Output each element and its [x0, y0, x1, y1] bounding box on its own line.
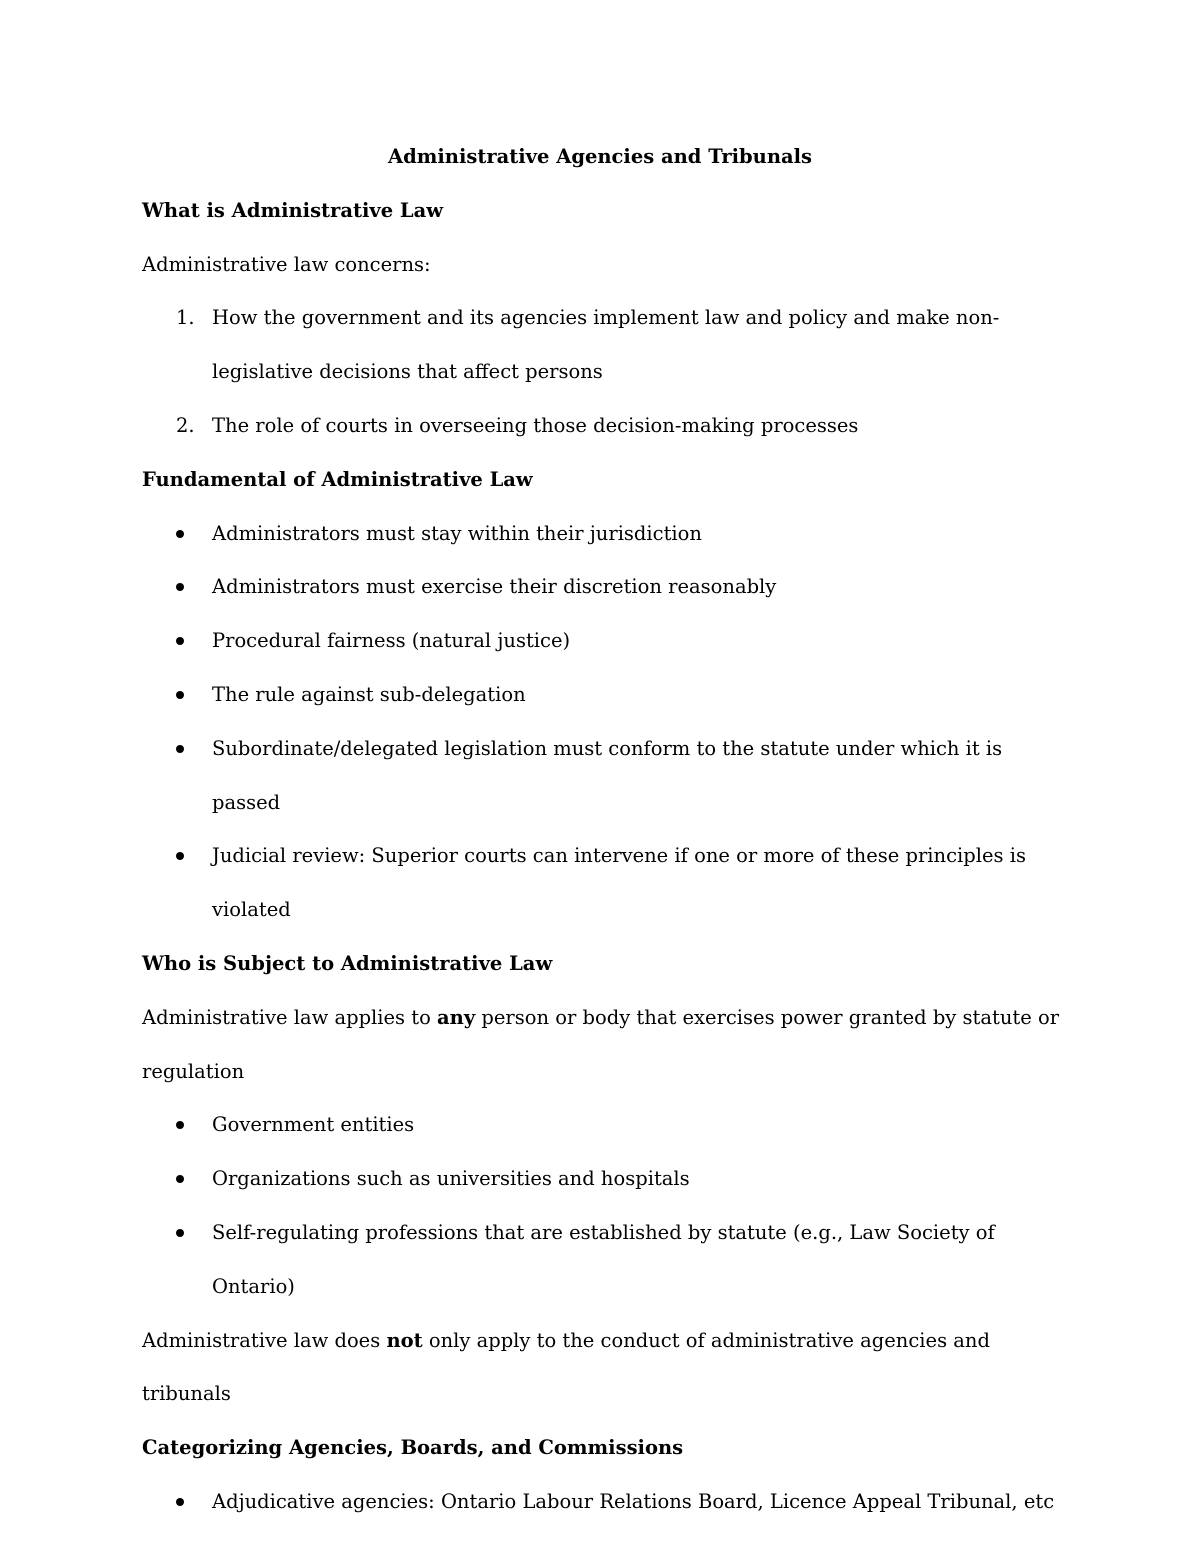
heading-who-is-subject: Who is Subject to Administrative Law [142, 951, 553, 975]
list-item [142, 1098, 1072, 1152]
text-run: person or body that exercises power granted by statute or regulation [142, 1005, 1060, 1083]
list-item-text: Judicial review: Superior courts can intervene if one or more of these principles is violated [212, 844, 1026, 922]
list-number: 2. [176, 413, 195, 437]
list-item [142, 1475, 1072, 1529]
bullet-icon [176, 745, 184, 753]
bullet-icon [176, 691, 184, 699]
document-title: Administrative Agencies and Tribunals [387, 145, 813, 168]
document-page [142, 130, 1072, 1529]
emphasis-not: not [386, 1328, 423, 1352]
bullet-icon [176, 637, 184, 645]
bullet-icon [176, 1498, 184, 1506]
list-item [142, 560, 1072, 614]
text-run: Administrative law applies to [142, 1005, 438, 1029]
list-item [142, 291, 1072, 399]
list-item-text: Self-regulating professions that are established by statute (e.g., Law Society of Ontario) [212, 1220, 995, 1298]
list-item-text: Organizations such as universities and hospitals [212, 1167, 690, 1191]
list-item [142, 1152, 1072, 1206]
list-item-text: Subordinate/delegated legislation must conform to the statute under which it is passed [212, 736, 1003, 814]
list-item-text: The rule against sub-delegation [212, 682, 526, 706]
bullet-list [142, 1475, 1072, 1529]
list-item-text: Administrators must exercise their discretion reasonably [212, 575, 777, 599]
heading-fundamental-of-administrative-law: Fundamental of Administrative Law [142, 467, 533, 491]
emphasis-any: any [437, 1005, 476, 1029]
list-item [142, 614, 1072, 668]
applies-paragraph [142, 991, 1072, 1099]
list-item [142, 1206, 1072, 1314]
list-item-text: Administrators must stay within their jurisdiction [212, 521, 702, 545]
list-item [142, 668, 1072, 722]
heading-categorizing-agencies: Categorizing Agencies, Boards, and Commissions [142, 1436, 684, 1460]
numbered-list [142, 291, 1072, 452]
bullet-icon [176, 1121, 184, 1129]
bullet-list [142, 507, 1072, 937]
list-number: 1. [176, 306, 195, 330]
list-item-text: Adjudicative agencies: Ontario Labour Relations Board, Licence Appeal Tribunal, etc [212, 1489, 1055, 1513]
list-item-text: Procedural fairness (natural justice) [212, 629, 571, 653]
list-item [142, 829, 1072, 937]
bullet-icon [176, 1175, 184, 1183]
list-item-text: The role of courts in overseeing those decision-making processes [212, 413, 859, 437]
list-item-text: Government entities [212, 1113, 415, 1137]
does-not-only-apply-paragraph [142, 1314, 1072, 1422]
list-item [142, 399, 1072, 453]
heading-what-is-administrative-law: What is Administrative Law [142, 198, 444, 222]
list-item [142, 722, 1072, 830]
bullet-list [142, 1098, 1072, 1313]
list-item-text: How the government and its agencies implement law and policy and make non-legislative decisions that affect persons [212, 306, 1000, 384]
text-run: Administrative law does [142, 1328, 387, 1352]
list-item [142, 507, 1072, 561]
bullet-icon [176, 530, 184, 538]
text-run: only apply to the conduct of administrative agencies and tribunals [142, 1328, 990, 1406]
bullet-icon [176, 1229, 184, 1237]
bullet-icon [176, 583, 184, 591]
intro-paragraph: Administrative law concerns: [142, 252, 431, 276]
bullet-icon [176, 852, 184, 860]
